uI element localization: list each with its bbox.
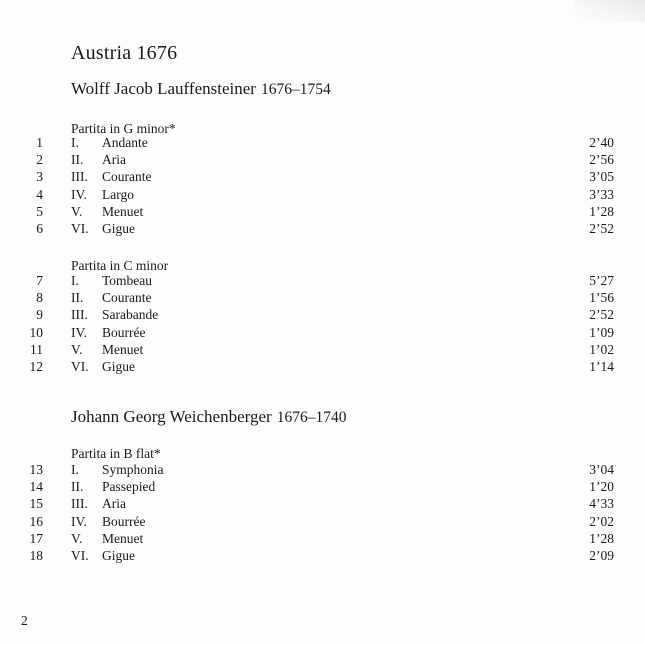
track-row	[0, 513, 645, 530]
work-title-g-minor: Partita in G minor*	[71, 121, 176, 136]
track-number: 2	[36, 152, 43, 168]
movement-number: I.	[71, 135, 79, 150]
movement-title: Aria	[102, 152, 126, 168]
movement-number: IV.	[71, 186, 87, 202]
page-title: Austria 1676	[71, 42, 178, 64]
composer-dates: 1676–1740	[276, 409, 347, 426]
movement-title: Aria	[102, 496, 126, 512]
track-number: 1	[36, 135, 43, 150]
track-row	[0, 151, 645, 168]
track-number: 10	[29, 324, 43, 340]
movement-number: II.	[71, 290, 84, 306]
movement-number: I.	[71, 273, 79, 288]
track-number: 7	[36, 273, 43, 288]
track-duration: 5’27	[589, 273, 614, 288]
composer-name: Johann Georg Weichenberger	[71, 407, 272, 426]
track-list-c-minor	[0, 272, 645, 375]
composer-name: Wolff Jacob Lauffensteiner	[71, 79, 256, 98]
movement-title: Andante	[102, 135, 148, 150]
track-number: 13	[29, 462, 43, 477]
track-duration: 2’52	[589, 220, 614, 236]
track-duration: 1’56	[589, 290, 614, 306]
movement-title: Tombeau	[102, 273, 153, 288]
movement-title: Menuet	[102, 530, 144, 546]
track-duration: 2’52	[589, 307, 614, 323]
composer-dates: 1676–1754	[260, 81, 331, 98]
track-row	[0, 289, 645, 306]
movement-title: Menuet	[102, 341, 144, 357]
movement-title: Sarabande	[102, 307, 159, 323]
track-duration: 1’02	[589, 341, 614, 357]
movement-title: Courante	[102, 290, 152, 306]
track-list-b-flat	[0, 461, 645, 564]
movement-title: Bourrée	[102, 513, 146, 529]
track-row	[0, 495, 645, 512]
track-number: 9	[36, 307, 43, 323]
movement-number: VI.	[71, 547, 89, 563]
track-number: 15	[29, 496, 43, 512]
movement-number: V.	[71, 530, 83, 546]
movement-title: Gigue	[102, 547, 135, 563]
movement-title: Gigue	[102, 220, 135, 236]
movement-number: IV.	[71, 324, 87, 340]
work-title-c-minor: Partita in C minor	[71, 258, 169, 273]
track-duration: 1’14	[589, 358, 614, 374]
track-duration: 1’09	[589, 324, 614, 340]
track-row	[0, 461, 645, 478]
movement-number: VI.	[71, 220, 89, 236]
track-number: 18	[29, 547, 43, 563]
track-number: 6	[36, 220, 43, 236]
track-duration: 1’28	[589, 530, 614, 546]
track-row	[0, 186, 645, 203]
track-number: 4	[36, 186, 43, 202]
page-corner-shadow	[575, 0, 645, 22]
track-row	[0, 203, 645, 220]
movement-number: III.	[71, 307, 88, 323]
track-number: 14	[29, 479, 43, 495]
movement-number: III.	[71, 496, 88, 512]
track-duration: 3’33	[589, 186, 614, 202]
track-row	[0, 306, 645, 323]
track-row	[0, 341, 645, 358]
composer-heading-lauffensteiner	[71, 79, 331, 99]
track-number: 11	[30, 341, 43, 357]
track-duration: 2’02	[589, 513, 614, 529]
track-row	[0, 547, 645, 564]
movement-title: Gigue	[102, 358, 135, 374]
movement-title: Bourrée	[102, 324, 146, 340]
track-duration: 2’56	[589, 152, 614, 168]
track-row	[0, 478, 645, 495]
track-duration: 2’09	[589, 547, 614, 563]
movement-number: II.	[71, 479, 84, 495]
track-list-g-minor	[0, 134, 645, 237]
movement-number: V.	[71, 203, 83, 219]
track-row	[0, 168, 645, 185]
movement-number: III.	[71, 169, 88, 185]
track-row	[0, 134, 645, 151]
movement-number: II.	[71, 152, 84, 168]
movement-number: VI.	[71, 358, 89, 374]
track-duration: 3’05	[589, 169, 614, 185]
page-number: 2	[21, 613, 28, 628]
track-duration: 1’20	[589, 479, 614, 495]
movement-title: Menuet	[102, 203, 144, 219]
movement-title: Largo	[102, 186, 134, 202]
track-duration: 2’40	[589, 135, 614, 150]
track-duration: 3’04	[589, 462, 614, 477]
track-row	[0, 220, 645, 237]
track-row	[0, 358, 645, 375]
movement-title: Symphonia	[102, 462, 164, 477]
track-number: 12	[29, 358, 43, 374]
track-row	[0, 272, 645, 289]
movement-number: IV.	[71, 513, 87, 529]
track-number: 5	[36, 203, 43, 219]
track-duration: 1’28	[589, 203, 614, 219]
track-number: 17	[29, 530, 43, 546]
movement-number: V.	[71, 341, 83, 357]
track-number: 3	[36, 169, 43, 185]
track-number: 16	[29, 513, 43, 529]
track-row	[0, 324, 645, 341]
track-row	[0, 530, 645, 547]
movement-title: Passepied	[102, 479, 156, 495]
work-title-b-flat: Partita in B flat*	[71, 446, 161, 461]
track-duration: 4’33	[589, 496, 614, 512]
movement-number: I.	[71, 462, 79, 477]
track-number: 8	[36, 290, 43, 306]
movement-title: Courante	[102, 169, 152, 185]
composer-heading-weichenberger	[71, 407, 346, 427]
